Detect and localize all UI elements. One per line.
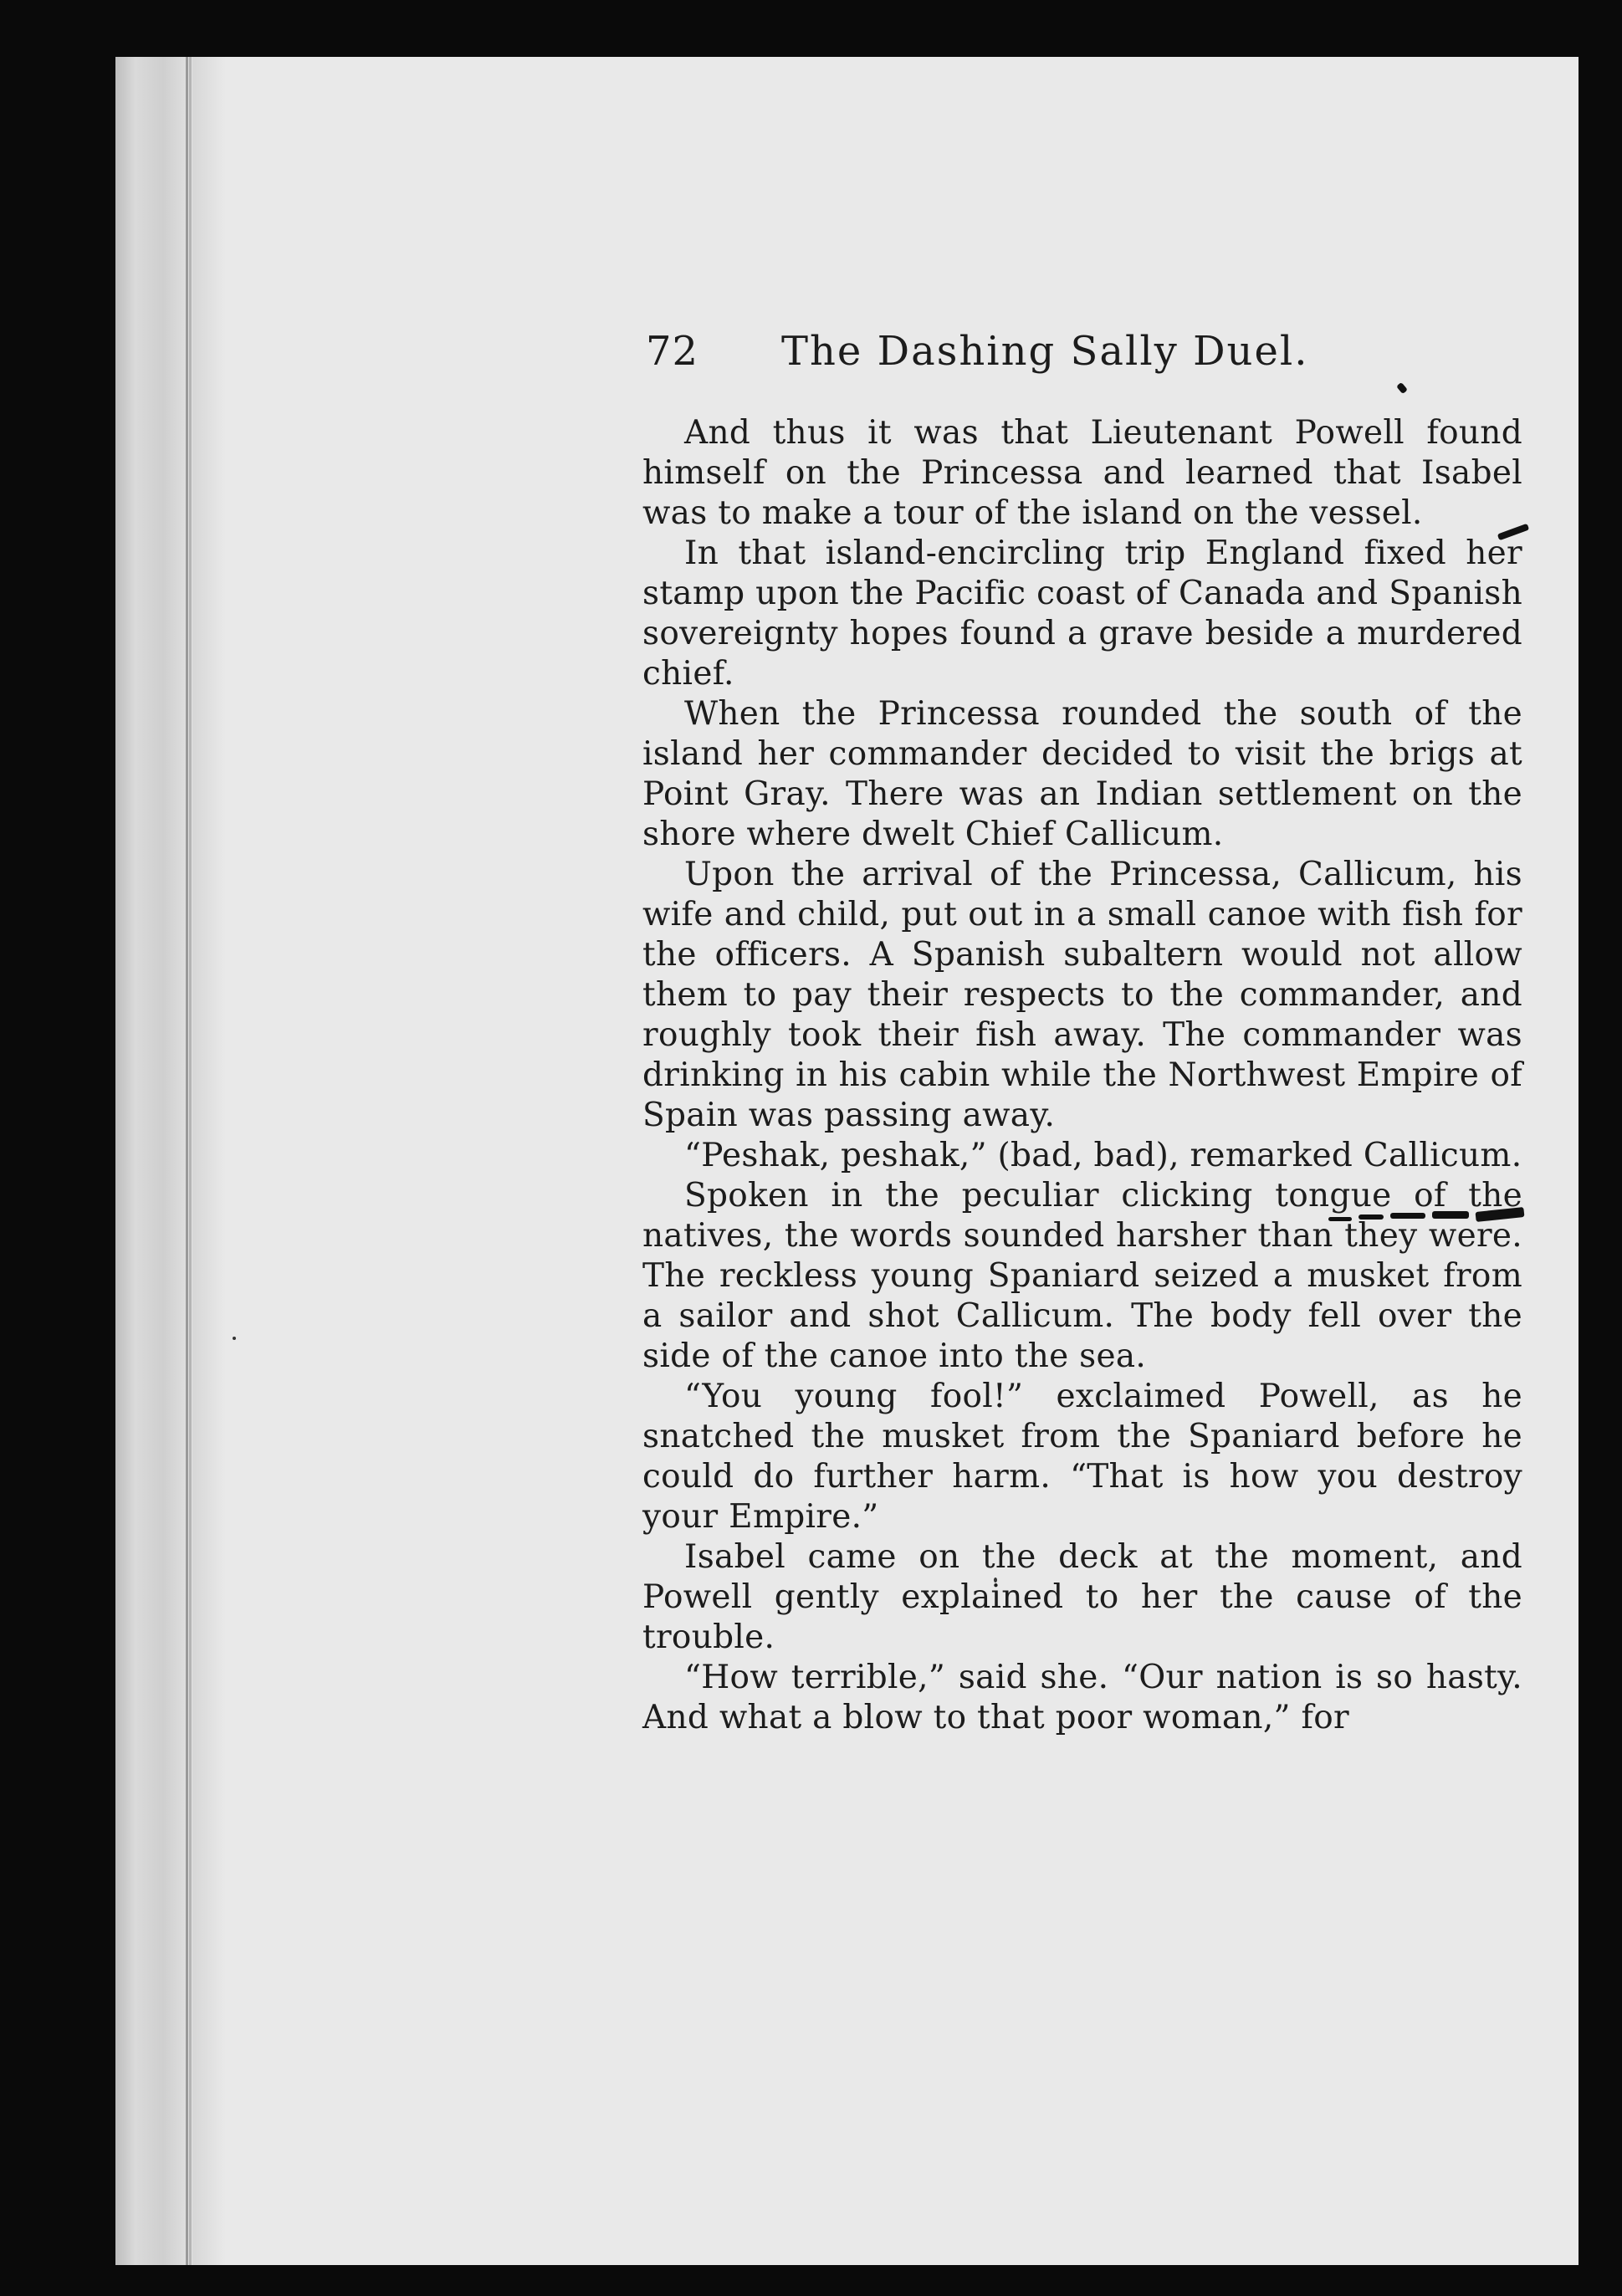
dust-speck [233, 1337, 236, 1340]
page-gutter-shadow [192, 57, 226, 2265]
running-head [642, 328, 1522, 395]
page-edge-line [186, 57, 188, 2265]
paragraph: Spoken in the peculiar clicking tongue of the natives, the words sounded harsher than they were. The reckless young Spaniard seized a musket from a sailor and shot Callicum. The body fell over the side of the canoe into the sea. [642, 1177, 1522, 1375]
paragraph: “How terrible,” said she. “Our nation is so hasty. And what a blow to that poor woman,” for [642, 1659, 1522, 1736]
paragraph: In that island-encircling trip England fixed her stamp upon the Pacific coast of Canada and Spanish sovereignty hopes found a grave beside a murdered chief. [642, 534, 1522, 693]
paragraph: Isabel came on the deck at the moment, and Powell gently explained to her the cause of the trouble. [642, 1538, 1522, 1656]
paragraph: When the Princessa rounded the south of the island her commander decided to visit the brigs at Point Gray. There was an Indian settlement on the shore where dwelt Chief Callicum. [642, 695, 1522, 853]
paragraph: Upon the arrival of the Princessa, Callicum, his wife and child, put out in a small canoe with fish for the officers. A Spanish subaltern would not allow them to pay their respects to the commander, and roughly took their fish away. The commander was drinking in his cabin while the Northwest Empire of Spain was passing away. [642, 856, 1522, 1134]
paragraph: “Peshak, peshak,” (bad, bad), remarked Callicum. [684, 1137, 1522, 1174]
body-text [642, 413, 1522, 1738]
paragraph: And thus it was that Lieutenant Powell found himself on the Princessa and learned that Isabel was to make a tour of the island on the vessel. [642, 414, 1522, 532]
page-number: 72 [646, 328, 699, 375]
page-edge-line [189, 57, 192, 2265]
page-text [642, 328, 1522, 1738]
running-title: The Dashing Sally Duel. [781, 328, 1309, 375]
page-edge-strip [115, 57, 195, 2265]
paragraph: “You young fool!” exclaimed Powell, as he snatched the musket from the Spaniard before he could do further harm. “That is how you destroy your Empire.” [642, 1378, 1522, 1536]
